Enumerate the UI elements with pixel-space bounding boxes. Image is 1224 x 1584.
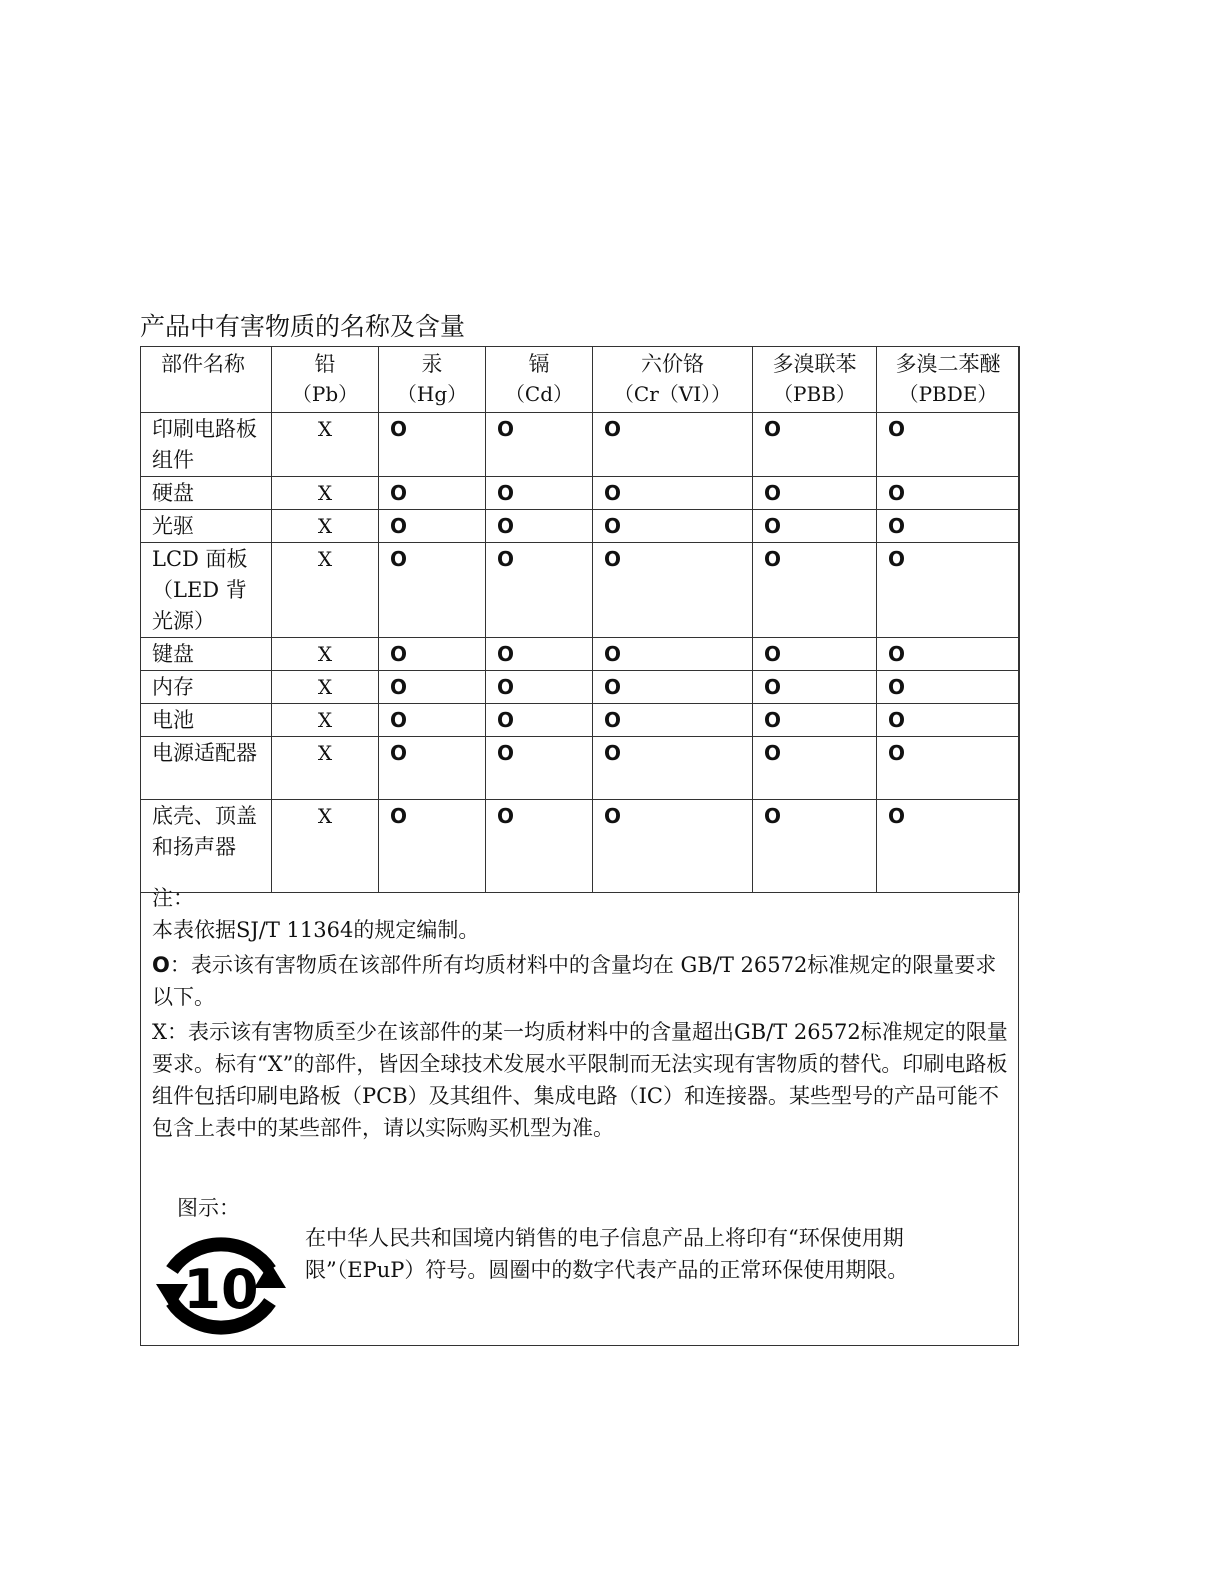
cr-value: O xyxy=(604,642,622,666)
lead-value-cell xyxy=(272,800,379,893)
epup-10-year-icon xyxy=(151,1226,291,1346)
notes-heading: 注： xyxy=(152,886,194,910)
column-header xyxy=(877,347,1020,413)
lead-value: X xyxy=(317,514,333,538)
cr-value-cell xyxy=(593,638,753,671)
column-header xyxy=(486,347,593,413)
part-name-cell xyxy=(141,704,272,737)
cd-value: O xyxy=(497,708,515,732)
part-name: 光驱 xyxy=(152,514,194,538)
hazardous-substance-table xyxy=(140,346,1020,893)
cd-value: O xyxy=(497,675,515,699)
pbb-value-cell xyxy=(753,413,877,477)
column-header-symbol: （PBB） xyxy=(773,382,856,406)
pbde-value-cell xyxy=(877,800,1020,893)
cd-value-cell xyxy=(486,543,593,638)
pbb-value: O xyxy=(764,417,782,441)
cd-value-cell xyxy=(486,413,593,477)
column-header-label: 镉 xyxy=(528,352,550,376)
part-name: 键盘 xyxy=(152,642,194,666)
pbde-value: O xyxy=(888,547,906,571)
table-row xyxy=(141,638,1020,671)
cd-value-cell xyxy=(486,800,593,893)
pbde-value-cell xyxy=(877,510,1020,543)
hg-value-cell xyxy=(379,477,486,510)
column-header-label: 汞 xyxy=(421,352,443,376)
lead-value-cell xyxy=(272,510,379,543)
lead-value-cell xyxy=(272,671,379,704)
lead-value: X xyxy=(317,804,333,828)
table-row xyxy=(141,704,1020,737)
part-name: 硬盘 xyxy=(152,481,194,505)
cr-value: O xyxy=(604,804,622,828)
part-name: 电池 xyxy=(152,708,194,732)
cr-value: O xyxy=(604,675,622,699)
table-row xyxy=(141,543,1020,638)
cd-value: O xyxy=(497,741,515,765)
hg-value-cell xyxy=(379,510,486,543)
part-name-cell xyxy=(141,510,272,543)
part-name: 印刷电路板组件 xyxy=(152,417,257,472)
cd-value-cell xyxy=(486,671,593,704)
o-symbol: O xyxy=(152,953,170,977)
column-header xyxy=(753,347,877,413)
lead-value: X xyxy=(317,642,333,666)
pbb-value: O xyxy=(764,708,782,732)
hg-value: O xyxy=(390,514,408,538)
cr-value: O xyxy=(604,481,622,505)
cr-value-cell xyxy=(593,543,753,638)
note-o-definition xyxy=(152,949,1012,1013)
cd-value: O xyxy=(497,514,515,538)
pbde-value-cell xyxy=(877,737,1020,800)
cr-value-cell xyxy=(593,800,753,893)
lead-value-cell xyxy=(272,543,379,638)
cd-value-cell xyxy=(486,704,593,737)
hg-value: O xyxy=(390,481,408,505)
legend-label: 图示： xyxy=(177,1196,240,1220)
pbde-value-cell xyxy=(877,704,1020,737)
cr-value: O xyxy=(604,547,622,571)
pbb-value: O xyxy=(764,642,782,666)
hg-value-cell xyxy=(379,704,486,737)
hg-value: O xyxy=(390,547,408,571)
cd-value: O xyxy=(497,417,515,441)
pbde-value: O xyxy=(888,417,906,441)
pbde-value: O xyxy=(888,481,906,505)
cr-value-cell xyxy=(593,477,753,510)
hg-value: O xyxy=(390,417,408,441)
cr-value: O xyxy=(604,417,622,441)
pbb-value-cell xyxy=(753,704,877,737)
part-name: LCD 面板（LED 背光源） xyxy=(152,547,248,633)
hg-value-cell xyxy=(379,737,486,800)
pbb-value-cell xyxy=(753,737,877,800)
pbde-value: O xyxy=(888,675,906,699)
cd-value-cell xyxy=(486,510,593,543)
hg-value-cell xyxy=(379,671,486,704)
cd-value: O xyxy=(497,547,515,571)
cd-value: O xyxy=(497,642,515,666)
part-name: 电源适配器 xyxy=(152,741,257,765)
table-row xyxy=(141,737,1020,800)
pbb-value-cell xyxy=(753,543,877,638)
pbb-value-cell xyxy=(753,800,877,893)
cr-value: O xyxy=(604,514,622,538)
pbb-value: O xyxy=(764,481,782,505)
cr-value-cell xyxy=(593,510,753,543)
pbb-value: O xyxy=(764,675,782,699)
table-row xyxy=(141,510,1020,543)
hg-value: O xyxy=(390,642,408,666)
table-row xyxy=(141,477,1020,510)
legend-description xyxy=(305,1222,1005,1286)
column-header-symbol: （Cd） xyxy=(504,382,574,406)
legend-text: 在中华人民共和国境内销售的电子信息产品上将印有“环保使用期限”（EPuP）符号。圆圈中的数字代表产品的正常环保使用期限。 xyxy=(305,1226,909,1282)
hg-value-cell xyxy=(379,543,486,638)
x-symbol: X xyxy=(152,1020,167,1044)
hg-value-cell xyxy=(379,413,486,477)
part-name-cell xyxy=(141,477,272,510)
column-header-symbol: （PBDE） xyxy=(898,382,998,406)
lead-value: X xyxy=(317,417,333,441)
column-header xyxy=(593,347,753,413)
pbde-value-cell xyxy=(877,543,1020,638)
column-header-label: 多溴联苯 xyxy=(772,352,857,376)
cr-value: O xyxy=(604,741,622,765)
hg-value: O xyxy=(390,804,408,828)
notes-section xyxy=(152,882,1012,1144)
pbde-value-cell xyxy=(877,638,1020,671)
pbde-value-cell xyxy=(877,671,1020,704)
column-header-symbol: （Hg） xyxy=(396,382,468,406)
column-header xyxy=(141,347,272,413)
pbb-value-cell xyxy=(753,510,877,543)
part-name-cell xyxy=(141,671,272,704)
page-title: 产品中有害物质的名称及含量 xyxy=(140,312,466,341)
pbde-value: O xyxy=(888,741,906,765)
column-header-symbol: （Cr（VI）） xyxy=(613,382,732,406)
lead-value: X xyxy=(317,741,333,765)
part-name-cell xyxy=(141,543,272,638)
table-header-row xyxy=(141,347,1020,413)
pbde-value: O xyxy=(888,804,906,828)
cr-value-cell xyxy=(593,671,753,704)
lead-value-cell xyxy=(272,737,379,800)
part-name-cell xyxy=(141,638,272,671)
cd-value: O xyxy=(497,804,515,828)
note-x-definition xyxy=(152,1016,1012,1144)
part-name-cell xyxy=(141,737,272,800)
pbde-value: O xyxy=(888,708,906,732)
note-x-text: ：表示该有害物质至少在该部件的某一均质材料中的含量超出GB/T 26572标准规定的限量要求。标有“X”的部件，皆因全球技术发展水平限制而无法实现有害物质的替代。印刷电路板组件包括印刷电路板（PCB）及其组件、集成电路（IC）和连接器。某些型号的产品可能不包含上表中的某些部件，请以实际购买机型为准。 xyxy=(152,1020,1008,1140)
column-header-label: 多溴二苯醚 xyxy=(895,352,1001,376)
pbb-value: O xyxy=(764,514,782,538)
pbb-value: O xyxy=(764,741,782,765)
column-header-label: 铅 xyxy=(314,352,336,376)
lead-value-cell xyxy=(272,704,379,737)
table-row xyxy=(141,800,1020,893)
table-row xyxy=(141,413,1020,477)
notes-basis: 本表依据SJ/T 11364的规定编制。 xyxy=(152,918,480,942)
pbb-value-cell xyxy=(753,671,877,704)
cd-value-cell xyxy=(486,477,593,510)
hg-value: O xyxy=(390,675,408,699)
hg-value: O xyxy=(390,708,408,732)
pbb-value-cell xyxy=(753,638,877,671)
hg-value: O xyxy=(390,741,408,765)
cd-value: O xyxy=(497,481,515,505)
lead-value: X xyxy=(317,708,333,732)
column-header xyxy=(379,347,486,413)
cr-value-cell xyxy=(593,413,753,477)
epup-logo-number: 10 xyxy=(183,1258,259,1321)
hg-value-cell xyxy=(379,638,486,671)
column-header-label: 六价铬 xyxy=(641,352,704,376)
pbde-value-cell xyxy=(877,413,1020,477)
pbde-value-cell xyxy=(877,477,1020,510)
part-name: 底壳、顶盖和扬声器 xyxy=(152,804,257,859)
pbb-value-cell xyxy=(753,477,877,510)
lead-value-cell xyxy=(272,477,379,510)
lead-value-cell xyxy=(272,638,379,671)
part-name-cell xyxy=(141,800,272,893)
lead-value-cell xyxy=(272,413,379,477)
lead-value: X xyxy=(317,675,333,699)
hg-value-cell xyxy=(379,800,486,893)
note-o-text: ：表示该有害物质在该部件所有均质材料中的含量均在 GB/T 26572标准规定的限量要求以下。 xyxy=(152,953,997,1009)
cd-value-cell xyxy=(486,638,593,671)
pbb-value: O xyxy=(764,547,782,571)
column-header-label: 部件名称 xyxy=(161,352,245,376)
column-header-symbol: （Pb） xyxy=(291,382,359,406)
lead-value: X xyxy=(317,547,333,571)
lead-value: X xyxy=(317,481,333,505)
cd-value-cell xyxy=(486,737,593,800)
part-name-cell xyxy=(141,413,272,477)
pbde-value: O xyxy=(888,642,906,666)
column-header xyxy=(272,347,379,413)
cr-value-cell xyxy=(593,737,753,800)
part-name: 内存 xyxy=(152,675,194,699)
pbb-value: O xyxy=(764,804,782,828)
cr-value-cell xyxy=(593,704,753,737)
table-row xyxy=(141,671,1020,704)
pbde-value: O xyxy=(888,514,906,538)
cr-value: O xyxy=(604,708,622,732)
